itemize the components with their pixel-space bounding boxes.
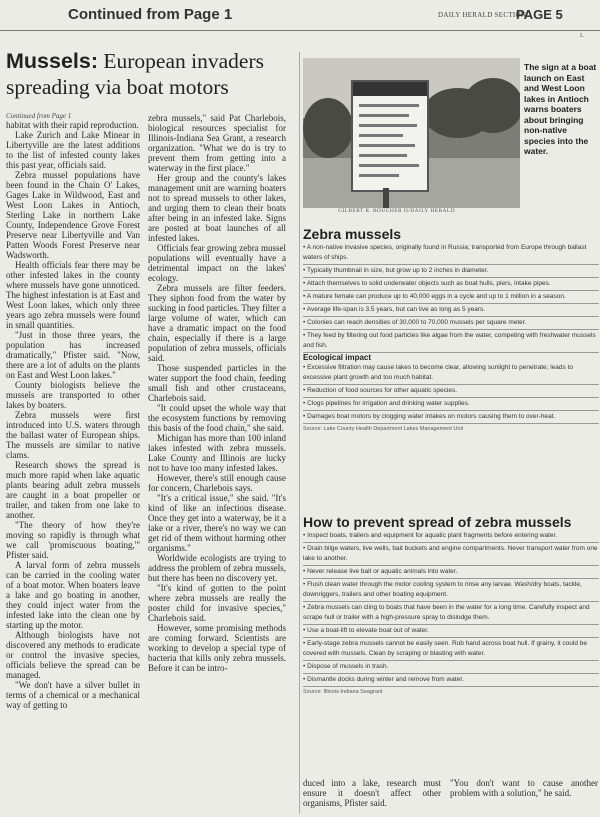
prevent-box-title: How to prevent spread of zebra mussels xyxy=(303,514,572,530)
fact-item: • They feed by filtering out food particles like algae from the water, competing with freshwater mussels and fish. xyxy=(303,330,599,353)
article-paragraph: Her group and the county's lakes management unit are warning boaters not to spread mussels to other lakes, and urging them to clean their boats after being in an infested lake. Signs are posted at boat launches of all infested lakes. xyxy=(148,173,286,243)
article-column-3-tail: duced into a lake, research must ensure it doesn't affect other organisms, Pfister said. xyxy=(303,778,441,808)
zebra-facts-box xyxy=(303,226,599,432)
photo-tree xyxy=(303,98,353,158)
article-paragraph: Those suspended particles in the water support the food chain, feeding small fish and other crustaceans, Charlebois said. xyxy=(148,363,286,403)
impact-title: Ecological impact xyxy=(303,353,372,362)
article-paragraph: "It could upset the whole way that the ecosystem functions by removing this basis of the food chain," she said. xyxy=(148,403,286,433)
article-paragraph: Worldwide ecologists are trying to address the problem of zebra mussels, but there has been no discovery yet. xyxy=(148,553,286,583)
article-paragraph: Zebra mussels are filter feeders. They siphon food from the water by sucking in food particles. They filter a large volume of water, which can have a dramatic impact on the food chain, especially if there is a large population of zebra mussels, officials said. xyxy=(148,283,286,363)
sign-line xyxy=(359,164,419,167)
article-paragraph: Although biologists have not discovered any methods to eradicate or control the invasive species, officials believe the spread can be managed. xyxy=(6,630,140,680)
article-paragraph: However, some promising methods are coming forward. Scientists are working to develop a special type of bacteria that kills only zebra mussels. Before it can be intro- xyxy=(148,623,286,673)
article-paragraph: "Just in those three years, the population has increased dramatically," Pfister said. "Now, there are a lot of adults on the plants on East and West Loon lakes." xyxy=(6,330,140,380)
article-column-1 xyxy=(6,120,140,812)
sign-line xyxy=(359,144,415,147)
photo-tree xyxy=(463,78,520,133)
sign-header xyxy=(353,82,427,96)
prevent-item: • Never release live bait or aquatic animals into water. xyxy=(303,566,599,579)
article-paragraph: County biologists believe the mussels are transported to other lakes by boaters. xyxy=(6,380,140,410)
fact-item: • Attach themselves to solid underwater objects such as boat hulls, piers, intake pipes. xyxy=(303,278,599,291)
fact-item: • Colonies can reach densities of 30,000 to 70,000 mussels per square meter. xyxy=(303,317,599,330)
article-paragraph: Zebra mussels were first introduced into U.S. waters through the ballast water of European ships. The mussels are similar to native clams. xyxy=(6,410,140,460)
article-column-4-tail: "You don't want to cause another problem with a solution," he said. xyxy=(450,778,598,798)
impact-item: • Excessive filtration may cause lakes to become clear, allowing sunlight to penetrate; leads to excessive plant growth and too much habitat. xyxy=(303,362,599,385)
article-paragraph: Michigan has more than 100 inland lakes infested with zebra mussels. Lake County and Illinois are lucky not to have too many infested lakes. xyxy=(148,433,286,473)
sign-line xyxy=(359,134,403,137)
article-paragraph: "It's a critical issue," she said. "It's kind of like an infectious disease. Once they get into a waterway, be it a lake or a river, there's no way we can get rid of them without harming other organisms." xyxy=(148,493,286,553)
prevent-item: • Flush clean water through the motor cooling system to rinse any larvae. Wash/dry boats, tackle, downriggers, trailers and other boating equipment. xyxy=(303,579,599,602)
sign-line xyxy=(359,154,407,157)
article-paragraph: Zebra mussel populations have been found in the Chain O' Lakes, Gages Lake in Wildwood, East and West Loon Lakes in Antioch, Sterling Lake in northern Lake County, Independence Grove Forest Preserve near Libertyville and Van Patten Woods Forest Preserve near Wadsworth. xyxy=(6,170,140,260)
page-mark: L xyxy=(580,33,584,39)
article-paragraph: Lake Zurich and Lake Minear in Libertyville are the latest additions to the list of infested county lakes this past year, officials said. xyxy=(6,130,140,170)
sign-line xyxy=(359,104,419,107)
photo-credit: GILBERT R. BOUCHER II/DAILY HERALD xyxy=(338,208,456,214)
article-paragraph: Officials fear growing zebra mussel populations will eventually have a detrimental impact on the lakes' ecology. xyxy=(148,243,286,283)
article-paragraph: "We don't have a silver bullet in terms of a chemical or a mechanical way of getting to xyxy=(6,680,140,710)
impact-item: • Clogs pipelines for irrigation and drinking water supplies. xyxy=(303,398,599,411)
article-column-2 xyxy=(148,113,286,813)
fact-item: • Typically thumbnail in size, but grow up to 2 inches in diameter. xyxy=(303,265,599,278)
article-paragraph: Research shows the spread is much more rapid when lake aquatic plants bearing adult zebra mussels are caught in a boat propeller or trailer, and taken from one lake to another. xyxy=(6,460,140,520)
article-paragraph: habitat with their rapid reproduction. xyxy=(6,120,139,130)
sign-line xyxy=(359,124,417,127)
prevent-item: • Inspect boats, trailers and equipment for aquatic plant fragments before entering water. xyxy=(303,530,599,543)
prevent-item: • Dispose of mussels in trash. xyxy=(303,661,599,674)
article-headline xyxy=(6,48,298,100)
fact-item: • A non-native invasive species, originally found in Russia; transported from Europe through ballast waters of ships. xyxy=(303,242,599,265)
prevent-list xyxy=(303,530,599,687)
impact-item: • Damages boat motors by clogging water intakes on motors causing them to over-heat. xyxy=(303,411,599,424)
article-paragraph: However, there's still enough cause for concern, Charlebois says. xyxy=(148,473,286,493)
zebra-box-title: Zebra mussels xyxy=(303,226,402,242)
sign-line xyxy=(359,174,399,177)
fact-item: • Average life-span is 3.5 years, but can live as long as 5 years. xyxy=(303,304,599,317)
headline-rest: European invaders spreading via boat motors xyxy=(6,49,264,99)
impact-item: • Reduction of food sources for other aquatic species. xyxy=(303,385,599,398)
prevent-item: • Early-stage zebra mussels cannot be easily seen. Rub hand across boat hull. If grainy, it could be covered with mussels. Clean by scraping or blasting with water. xyxy=(303,638,599,661)
section-label: DAILY HERALD SECTION 1 xyxy=(438,11,533,19)
photo-caption: The sign at a boat launch on East and West Loon lakes in Antioch warns boaters about bringing non-native species into the water. xyxy=(524,62,597,156)
article-paragraph: "The theory of how they're moving so rapidly is through what we call 'promiscuous boating,'" Pfister said. xyxy=(6,520,140,560)
continued-from: Continued from Page 1 xyxy=(6,112,72,120)
prevent-item: • Dismantle docks during winter and remove from water. xyxy=(303,674,599,687)
zebra-facts-list xyxy=(303,242,599,353)
page-number: PAGE 5 xyxy=(516,7,563,22)
warning-sign xyxy=(351,80,429,192)
impact-list xyxy=(303,362,599,424)
zebra-box-source: Source: Lake County Health Department Lakes Management Unit xyxy=(303,426,464,432)
article-paragraph: Health officials fear there may be other infested lakes in the county where mussels have gone unnoticed. The highest infestation is at East and West Loon lakes, which only three years ago zebra mussels were found in small quantities. xyxy=(6,260,140,330)
article-paragraph: A larval form of zebra mussels can be carried in the cooling water of a boat motor. When boaters leave a lake and go boating in another, they could inject water from the infested lake into the clean one by starting up the motor. xyxy=(6,560,140,630)
headline-bold: Mussels: xyxy=(6,49,99,73)
prevent-box-source: Source: Illinois-Indiana Seagrant xyxy=(303,689,383,695)
prevent-item: • Drain bilge waters, live wells, bait buckets and engine compartments. Never transport water from one lake to another. xyxy=(303,543,599,566)
article-paragraph: "It's kind of gotten to the point where zebra mussels are really the poster child for invasive species," Charlebois said. xyxy=(148,583,286,623)
page-header xyxy=(0,0,600,39)
prevent-item: • Use a boat-lift to elevate boat out of water. xyxy=(303,625,599,638)
continued-label: Continued from Page 1 xyxy=(68,6,233,23)
column-divider xyxy=(299,52,300,814)
sign-line xyxy=(359,114,409,117)
prevent-item: • Zebra mussels can cling to boats that have been in the water for a long time. Carefully inspect and scrape hull or trailer with a high-pressure spray to dislodge them. xyxy=(303,602,599,625)
sign-post xyxy=(383,188,389,208)
prevent-spread-box xyxy=(303,514,599,695)
fact-item: • A mature female can produce up to 40,000 eggs in a cycle and up to 1 million in a season. xyxy=(303,291,599,304)
article-paragraph: zebra mussels," said Pat Charlebois, biological resources specialist for Illinois-Indiana Sea Grant, a research organization. "What we do is try to prevent them from getting into a waterway in the first place." xyxy=(148,113,286,173)
boat-launch-photo xyxy=(303,58,520,208)
